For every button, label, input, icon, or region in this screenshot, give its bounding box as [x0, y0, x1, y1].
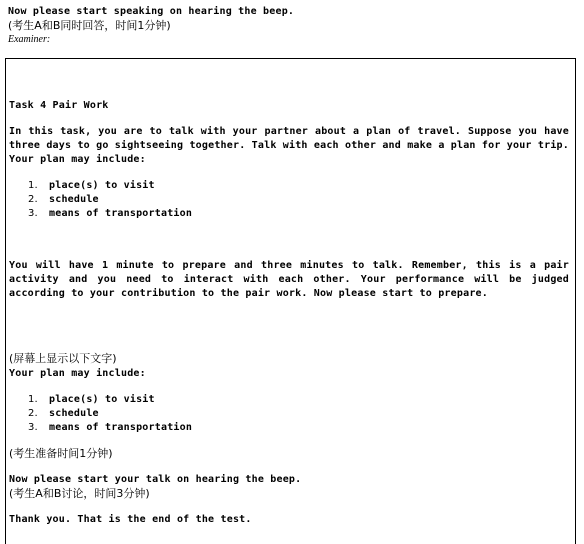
screen-note: (屏幕上显示以下文字) — [9, 352, 117, 365]
list-item-number: 2. — [28, 194, 38, 205]
list-item — [9, 193, 569, 207]
closing-text: Thank you. That is the end of the test. — [9, 514, 252, 525]
list-item — [9, 407, 569, 421]
intro-section — [8, 5, 578, 46]
list-item-number: 2. — [28, 408, 38, 419]
examiner-label: Examiner: — [8, 34, 51, 45]
talk-note: (考生A和B讨论，时间3分钟) — [9, 487, 150, 500]
list-item-number: 1. — [28, 394, 38, 405]
intro-note: (考生A和B同时回答，时间1分钟) — [8, 19, 171, 32]
prep-time-note: (考生准备时间1分钟) — [9, 447, 113, 460]
list-item-text: means of transportation — [49, 208, 193, 219]
task-description: In this task, you are to talk with your partner about a plan of travel. Suppose you have three days to go sightseeing together. Talk with each other and make a plan for your trip. Your plan may include: — [9, 126, 569, 165]
list-item-number: 3. — [28, 422, 38, 433]
list-item — [9, 393, 569, 407]
prep-instruction: You will have 1 minute to prepare and three minutes to talk. Remember, this is a pair activity and you need to interact with each other. Your performance will be judged according to your contribution to the pair work. Now please start to prepare. — [9, 260, 569, 299]
list-item-text: place(s) to visit — [49, 180, 155, 191]
list-item — [9, 207, 569, 221]
task-box — [5, 58, 576, 544]
task-title: Task 4 Pair Work — [9, 100, 109, 111]
screen-plan-list — [9, 393, 569, 435]
screen-heading: Your plan may include: — [9, 368, 146, 379]
list-item — [9, 179, 569, 193]
list-item-text: schedule — [49, 408, 99, 419]
list-item-number: 1. — [28, 180, 38, 191]
talk-instruction: Now please start your talk on hearing the beep. — [9, 474, 302, 485]
list-item-text: schedule — [49, 194, 99, 205]
list-item-number: 3. — [28, 208, 38, 219]
intro-instruction: Now please start speaking on hearing the beep. — [8, 6, 295, 17]
list-item-text: place(s) to visit — [49, 394, 155, 405]
list-item — [9, 421, 569, 435]
plan-list — [9, 179, 569, 221]
list-item-text: means of transportation — [49, 422, 193, 433]
